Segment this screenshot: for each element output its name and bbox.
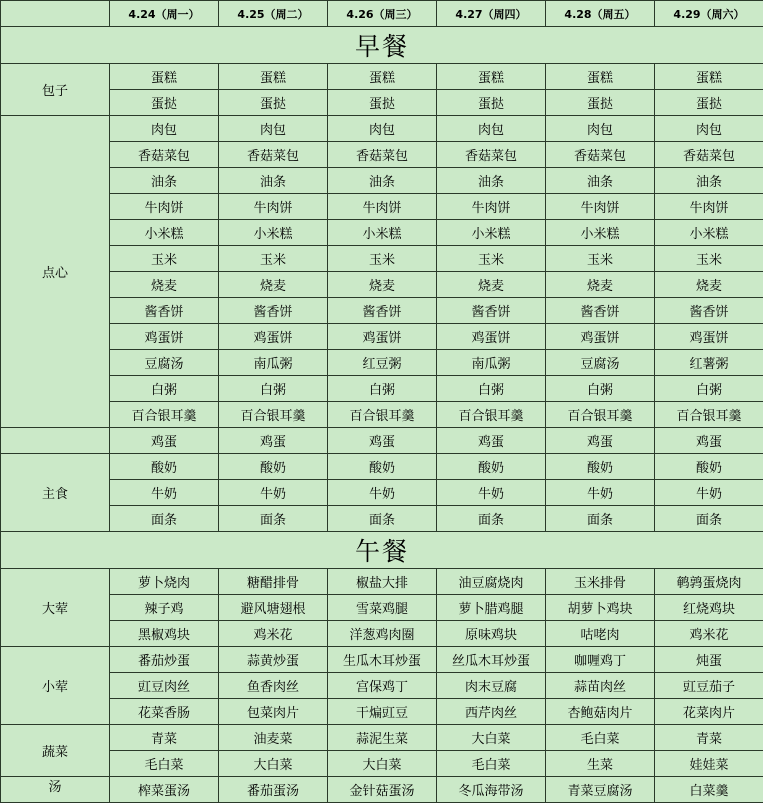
menu-row [1, 64, 763, 90]
dish-cell: 小米糕 [655, 220, 763, 246]
dish-cell: 白粥 [546, 376, 655, 402]
menu-row [1, 90, 763, 116]
lunch-title: 午餐 [1, 532, 763, 569]
dish-cell: 炖蛋 [655, 647, 763, 673]
dish-cell: 酸奶 [655, 454, 763, 480]
dish-cell: 小米糕 [328, 220, 437, 246]
dish-cell: 原味鸡块 [437, 621, 546, 647]
menu-row [1, 506, 763, 532]
dish-cell: 蒜苗肉丝 [546, 673, 655, 699]
dish-cell: 肉包 [110, 116, 219, 142]
dish-cell: 百合银耳羹 [546, 402, 655, 428]
dish-cell: 红烧鸡块 [655, 595, 763, 621]
dish-cell: 南瓜粥 [437, 350, 546, 376]
dish-cell: 萝卜腊鸡腿 [437, 595, 546, 621]
dish-cell: 豆腐汤 [546, 350, 655, 376]
dish-cell: 鸡蛋饼 [655, 324, 763, 350]
dish-cell: 香菇菜包 [655, 142, 763, 168]
dish-cell: 香菇菜包 [219, 142, 328, 168]
dish-cell: 面条 [437, 506, 546, 532]
dish-cell: 白粥 [437, 376, 546, 402]
dish-cell: 青菜 [655, 725, 763, 751]
dish-cell: 毛白菜 [110, 751, 219, 777]
menu-row [1, 324, 763, 350]
category-label: 小荤 [1, 647, 110, 725]
dish-cell: 蛋糕 [546, 64, 655, 90]
dish-cell: 牛肉饼 [328, 194, 437, 220]
dish-cell: 蛋糕 [655, 64, 763, 90]
dish-cell: 肉末豆腐 [437, 673, 546, 699]
menu-row [1, 402, 763, 428]
dish-cell: 蛋挞 [546, 90, 655, 116]
category-label: 汤 [1, 777, 110, 803]
dish-cell: 玉米 [546, 246, 655, 272]
category-label: 点心 [1, 116, 110, 428]
dish-cell: 烧麦 [328, 272, 437, 298]
dish-cell: 鸡蛋 [219, 428, 328, 454]
dish-cell: 大白菜 [328, 751, 437, 777]
dish-cell: 鸡蛋 [546, 428, 655, 454]
dish-cell: 鸡蛋 [328, 428, 437, 454]
menu-row [1, 376, 763, 402]
dish-cell: 烧麦 [546, 272, 655, 298]
dish-cell: 酱香饼 [655, 298, 763, 324]
dish-cell: 油豆腐烧肉 [437, 569, 546, 595]
dish-cell: 百合银耳羹 [219, 402, 328, 428]
dish-cell: 小米糕 [219, 220, 328, 246]
date-header: 4.29（周六） [655, 1, 763, 27]
dish-cell: 杏鲍菇肉片 [546, 699, 655, 725]
dish-cell: 生瓜木耳炒蛋 [328, 647, 437, 673]
menu-row [1, 350, 763, 376]
dish-cell: 鸡蛋饼 [328, 324, 437, 350]
dish-cell: 酱香饼 [110, 298, 219, 324]
dish-cell: 蒜泥生菜 [328, 725, 437, 751]
dish-cell: 面条 [110, 506, 219, 532]
dish-cell: 酸奶 [437, 454, 546, 480]
menu-row [1, 220, 763, 246]
dish-cell: 烧麦 [655, 272, 763, 298]
dish-cell: 丝瓜木耳炒蛋 [437, 647, 546, 673]
dish-cell: 青菜豆腐汤 [546, 777, 655, 803]
dish-cell: 萝卜烧肉 [110, 569, 219, 595]
dish-cell: 小米糕 [546, 220, 655, 246]
dish-cell: 生菜 [546, 751, 655, 777]
dish-cell: 酱香饼 [437, 298, 546, 324]
dish-cell: 百合银耳羹 [328, 402, 437, 428]
dish-cell: 小米糕 [437, 220, 546, 246]
dish-cell: 玉米 [328, 246, 437, 272]
dish-cell: 酸奶 [219, 454, 328, 480]
dish-cell: 蛋糕 [110, 64, 219, 90]
dish-cell: 蛋糕 [328, 64, 437, 90]
dish-cell: 酱香饼 [219, 298, 328, 324]
dish-cell: 牛肉饼 [437, 194, 546, 220]
dish-cell: 烧麦 [437, 272, 546, 298]
breakfast-title: 早餐 [1, 27, 763, 64]
dish-cell: 蛋挞 [328, 90, 437, 116]
dish-cell: 冬瓜海带汤 [437, 777, 546, 803]
dish-cell: 百合银耳羹 [110, 402, 219, 428]
dish-cell: 番茄炒蛋 [110, 647, 219, 673]
dish-cell: 烧麦 [219, 272, 328, 298]
dish-cell: 番茄蛋汤 [219, 777, 328, 803]
dish-cell: 油条 [110, 168, 219, 194]
dish-cell: 糖醋排骨 [219, 569, 328, 595]
menu-row [1, 725, 763, 751]
menu-row [1, 142, 763, 168]
dish-cell: 小米糕 [110, 220, 219, 246]
dish-cell: 面条 [219, 506, 328, 532]
menu-row [1, 168, 763, 194]
dish-cell: 牛奶 [328, 480, 437, 506]
dish-cell: 烧麦 [110, 272, 219, 298]
dish-cell: 面条 [655, 506, 763, 532]
dish-cell: 蛋挞 [437, 90, 546, 116]
dish-cell: 香菇菜包 [546, 142, 655, 168]
dish-cell: 毛白菜 [546, 725, 655, 751]
dish-cell: 雪菜鸡腿 [328, 595, 437, 621]
dish-cell: 酱香饼 [546, 298, 655, 324]
dish-cell: 百合银耳羹 [655, 402, 763, 428]
dish-cell: 白粥 [655, 376, 763, 402]
dish-cell: 鸡蛋饼 [110, 324, 219, 350]
dish-cell: 白粥 [110, 376, 219, 402]
dish-cell: 牛肉饼 [546, 194, 655, 220]
dish-cell: 牛奶 [219, 480, 328, 506]
lunch-title-row [1, 532, 763, 569]
menu-row [1, 777, 763, 803]
dish-cell: 咕咾肉 [546, 621, 655, 647]
dish-cell: 牛奶 [437, 480, 546, 506]
category-label: 大荤 [1, 569, 110, 647]
dish-cell: 蛋挞 [110, 90, 219, 116]
dish-cell: 油条 [655, 168, 763, 194]
dish-cell: 牛奶 [655, 480, 763, 506]
menu-row [1, 480, 763, 506]
dish-cell: 肉包 [328, 116, 437, 142]
dish-cell: 豇豆茄子 [655, 673, 763, 699]
dish-cell: 豆腐汤 [110, 350, 219, 376]
dish-cell: 避风塘翅根 [219, 595, 328, 621]
date-header: 4.26（周三） [328, 1, 437, 27]
dish-cell: 油麦菜 [219, 725, 328, 751]
dish-cell: 娃娃菜 [655, 751, 763, 777]
menu-row [1, 673, 763, 699]
dish-cell: 鸡蛋 [437, 428, 546, 454]
dish-cell: 豇豆肉丝 [110, 673, 219, 699]
menu-row [1, 194, 763, 220]
dish-cell: 白菜羹 [655, 777, 763, 803]
date-header-row [1, 1, 763, 27]
dish-cell: 黑椒鸡块 [110, 621, 219, 647]
dish-cell: 蛋挞 [655, 90, 763, 116]
menu-row [1, 595, 763, 621]
breakfast-title-row [1, 27, 763, 64]
dish-cell: 香菇菜包 [110, 142, 219, 168]
dish-cell: 百合银耳羹 [437, 402, 546, 428]
dish-cell: 辣子鸡 [110, 595, 219, 621]
dish-cell: 面条 [546, 506, 655, 532]
dish-cell: 玉米 [655, 246, 763, 272]
dish-cell: 蛋糕 [219, 64, 328, 90]
dish-cell: 酱香饼 [328, 298, 437, 324]
menu-row [1, 298, 763, 324]
dish-cell: 玉米 [110, 246, 219, 272]
dish-cell: 南瓜粥 [219, 350, 328, 376]
dish-cell: 大白菜 [437, 725, 546, 751]
dish-cell: 白粥 [328, 376, 437, 402]
category-label: 主食 [1, 454, 110, 532]
dish-cell: 洋葱鸡肉圈 [328, 621, 437, 647]
category-label [1, 428, 110, 454]
dish-cell: 酸奶 [110, 454, 219, 480]
dish-cell: 鸡蛋 [655, 428, 763, 454]
dish-cell: 鸡米花 [219, 621, 328, 647]
dish-cell: 油条 [219, 168, 328, 194]
dish-cell: 毛白菜 [437, 751, 546, 777]
dish-cell: 白粥 [219, 376, 328, 402]
dish-cell: 包菜肉片 [219, 699, 328, 725]
dish-cell: 咖喱鸡丁 [546, 647, 655, 673]
date-header: 4.25（周二） [219, 1, 328, 27]
menu-row [1, 246, 763, 272]
dish-cell: 鸡蛋 [110, 428, 219, 454]
menu-row [1, 751, 763, 777]
dish-cell: 鱼香肉丝 [219, 673, 328, 699]
dish-cell: 西芹肉丝 [437, 699, 546, 725]
dish-cell: 椒盐大排 [328, 569, 437, 595]
dish-cell: 面条 [328, 506, 437, 532]
dish-cell: 肉包 [655, 116, 763, 142]
dish-cell: 榨菜蛋汤 [110, 777, 219, 803]
date-header: 4.28（周五） [546, 1, 655, 27]
dish-cell: 红薯粥 [655, 350, 763, 376]
dish-cell: 金针菇蛋汤 [328, 777, 437, 803]
dish-cell: 酸奶 [328, 454, 437, 480]
dish-cell: 玉米 [437, 246, 546, 272]
dish-cell: 香菇菜包 [328, 142, 437, 168]
category-label: 包子 [1, 64, 110, 116]
dish-cell: 干煸豇豆 [328, 699, 437, 725]
dish-cell: 肉包 [546, 116, 655, 142]
dish-cell: 牛奶 [546, 480, 655, 506]
menu-row [1, 699, 763, 725]
dish-cell: 大白菜 [219, 751, 328, 777]
menu-row [1, 454, 763, 480]
dish-cell: 香菇菜包 [437, 142, 546, 168]
dish-cell: 牛肉饼 [219, 194, 328, 220]
date-header: 4.27（周四） [437, 1, 546, 27]
dish-cell: 酸奶 [546, 454, 655, 480]
dish-cell: 蛋挞 [219, 90, 328, 116]
dish-cell: 肉包 [437, 116, 546, 142]
dish-cell: 红豆粥 [328, 350, 437, 376]
dish-cell: 蛋糕 [437, 64, 546, 90]
dish-cell: 玉米排骨 [546, 569, 655, 595]
dish-cell: 宫保鸡丁 [328, 673, 437, 699]
dish-cell: 蒜黄炒蛋 [219, 647, 328, 673]
menu-row [1, 116, 763, 142]
category-label: 蔬菜 [1, 725, 110, 777]
dish-cell: 牛肉饼 [110, 194, 219, 220]
dish-cell: 鸡米花 [655, 621, 763, 647]
dish-cell: 肉包 [219, 116, 328, 142]
dish-cell: 鸡蛋饼 [546, 324, 655, 350]
date-header: 4.24（周一） [110, 1, 219, 27]
dish-cell: 青菜 [110, 725, 219, 751]
dish-cell: 花菜香肠 [110, 699, 219, 725]
dish-cell: 鹌鹑蛋烧肉 [655, 569, 763, 595]
menu-row [1, 621, 763, 647]
menu-row [1, 647, 763, 673]
dish-cell: 鸡蛋饼 [437, 324, 546, 350]
dish-cell: 花菜肉片 [655, 699, 763, 725]
menu-row [1, 569, 763, 595]
dish-cell: 牛奶 [110, 480, 219, 506]
dish-cell: 油条 [437, 168, 546, 194]
dish-cell: 胡萝卜鸡块 [546, 595, 655, 621]
dish-cell: 牛肉饼 [655, 194, 763, 220]
dish-cell: 油条 [328, 168, 437, 194]
dish-cell: 玉米 [219, 246, 328, 272]
dish-cell: 油条 [546, 168, 655, 194]
menu-row [1, 272, 763, 298]
menu-row [1, 428, 763, 454]
corner-cell [1, 1, 110, 27]
dish-cell: 鸡蛋饼 [219, 324, 328, 350]
